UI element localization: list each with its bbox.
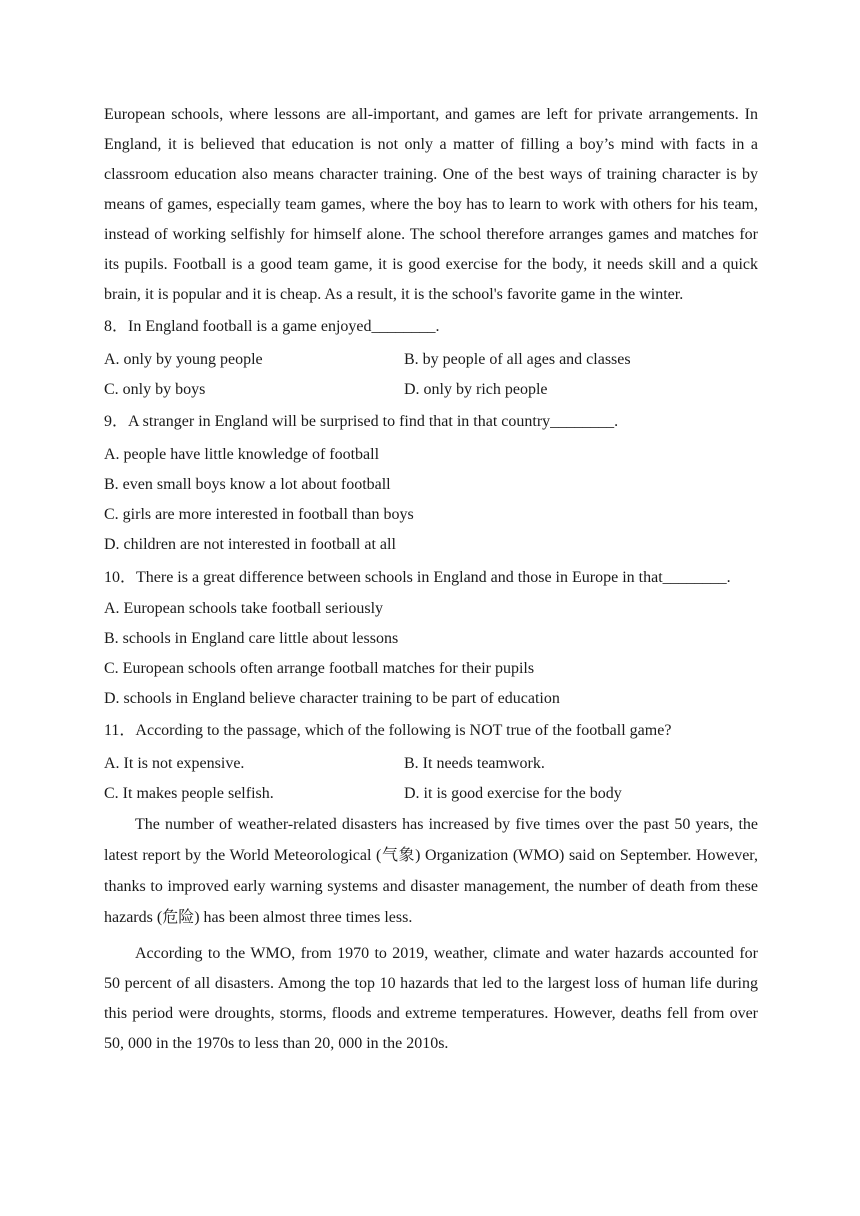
question-11-option-d: D. it is good exercise for the body — [404, 785, 622, 802]
passage-b-paragraph-1: The number of weather-related disasters has increased by five times over the past 50 years, the latest report by the World Meteorological (气象) Organization (WMO) said on September. However, thanks to improved early warning systems and disaster management, the number of death from these hazards (危险) has been almost three times less. — [104, 816, 758, 926]
question-10-option-a: A. European schools take football seriously — [104, 600, 384, 617]
question-8-options-row-1 — [104, 345, 758, 375]
question-9-option-a: A. people have little knowledge of football — [104, 446, 380, 463]
question-8-stem: 8．In England football is a game enjoyed________. — [104, 318, 440, 335]
question-10-stem: 10．There is a great difference between schools in England and those in Europe in that________. — [104, 569, 731, 586]
question-11 — [104, 716, 758, 809]
question-9-option-b: B. even small boys know a lot about football — [104, 476, 391, 493]
question-11-option-b: B. It needs teamwork. — [404, 755, 545, 772]
question-10-option-b: B. schools in England care little about lessons — [104, 630, 399, 647]
question-11-stem: 11．According to the passage, which of the following is NOT true of the football game? — [104, 722, 672, 739]
question-8 — [104, 312, 758, 405]
question-10-option-c: C. European schools often arrange football matches for their pupils — [104, 660, 535, 677]
question-11-options-row-1 — [104, 749, 758, 779]
question-9-option-d: D. children are not interested in football at all — [104, 536, 396, 553]
question-8-options-row-2 — [104, 375, 758, 405]
question-8-option-a: A. only by young people — [104, 351, 263, 368]
question-9-stem: 9．A stranger in England will be surprised to find that in that country________. — [104, 413, 619, 430]
passage-b-paragraph-2: According to the WMO, from 1970 to 2019, weather, climate and water hazards accounted for 50 percent of all disasters. Among the top 10 hazards that led to the largest loss of human life during this period were droughts, storms, floods and extreme temperatures. However, deaths fell from over 50, 000 in the 1970s to less than 20, 000 in the 2010s. — [104, 945, 758, 1052]
document-page — [104, 100, 758, 1059]
passage-a-continuation: European schools, where lessons are all-important, and games are left for private arrangements. In England, it is believed that education is not only a matter of filling a boy’s mind with facts in a classroom education also means character training. One of the best ways of training character is by means of games, especially team games, where the boy has to learn to work with others for his team, instead of working selfishly for himself alone. The school therefore arranges games and matches for its pupils. Football is a good team game, it is good exercise for the body, it needs skill and a quick brain, it is popular and it is cheap. As a result, it is the school's favorite game in the winter. — [104, 106, 758, 303]
question-10 — [104, 562, 758, 714]
question-9-option-c: C. girls are more interested in football than boys — [104, 506, 414, 523]
question-9 — [104, 407, 758, 560]
question-11-option-c: C. It makes people selfish. — [104, 785, 274, 802]
question-8-option-d: D. only by rich people — [404, 381, 548, 398]
question-8-option-c: C. only by boys — [104, 381, 206, 398]
question-10-option-d: D. schools in England believe character training to be part of education — [104, 690, 560, 707]
question-11-options-row-2 — [104, 779, 758, 809]
question-8-option-b: B. by people of all ages and classes — [404, 351, 631, 368]
question-11-option-a: A. It is not expensive. — [104, 755, 245, 772]
